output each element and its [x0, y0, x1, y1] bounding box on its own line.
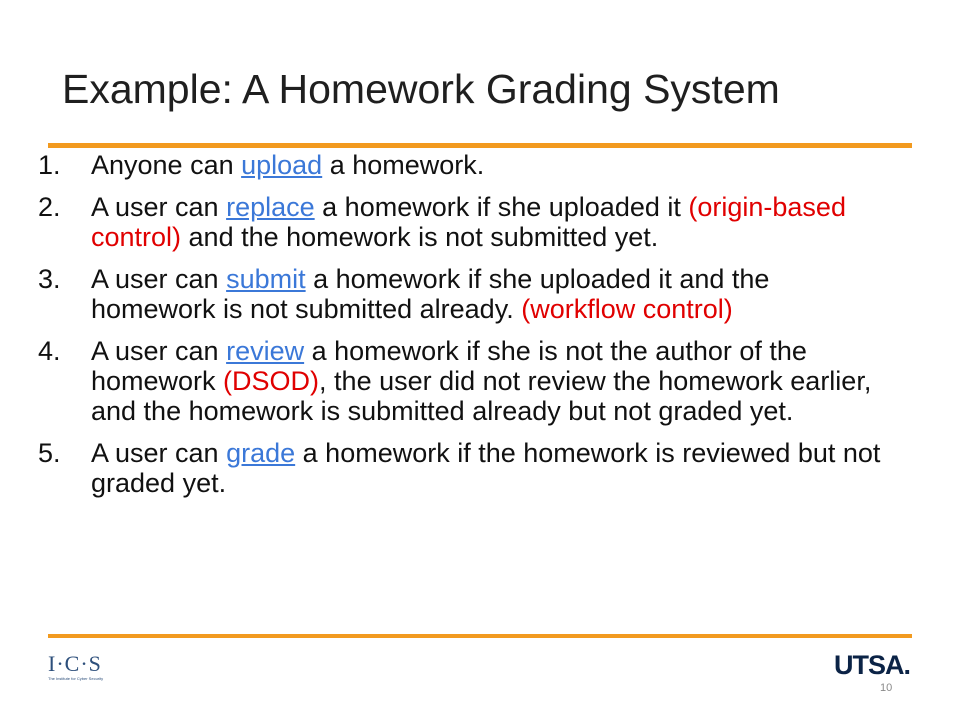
- action-link[interactable]: review: [226, 336, 305, 366]
- text-segment: , the user did not review the homework earlier, and the homework is submitted already but not graded yet.: [91, 366, 872, 426]
- list-item-text: [91, 264, 896, 324]
- text-segment: and the homework is not submitted yet.: [181, 222, 659, 252]
- text-segment: Anyone can: [91, 150, 242, 180]
- ics-logo-subtitle: The Institute for Cyber Security: [48, 676, 104, 681]
- list-item: [36, 150, 896, 180]
- control-type-note: (origin-based control): [91, 192, 846, 252]
- text-segment: A user can: [91, 438, 227, 468]
- action-link[interactable]: upload: [241, 150, 323, 180]
- list-item: [36, 264, 896, 324]
- control-type-note: (DSOD): [223, 366, 320, 396]
- numbered-list: [36, 150, 896, 510]
- text-segment: A user can: [91, 336, 227, 366]
- list-item: [36, 438, 896, 498]
- utsa-logo: [834, 651, 914, 679]
- list-item-text: [91, 150, 896, 180]
- list-item-text: [91, 438, 896, 498]
- action-link[interactable]: submit: [226, 264, 306, 294]
- text-segment: a homework.: [322, 150, 485, 180]
- list-item-text: [91, 192, 896, 252]
- text-segment: A user can: [91, 264, 227, 294]
- title-divider: [48, 143, 912, 148]
- list-item: [36, 192, 896, 252]
- list-item-number: 2.: [38, 192, 61, 222]
- text-segment: a homework if she is not the author of the homework: [91, 336, 807, 396]
- text-segment: a homework if she uploaded it: [314, 192, 689, 222]
- list-item-number: 1.: [38, 150, 61, 180]
- text-segment: A user can: [91, 192, 227, 222]
- list-item-number: 5.: [38, 438, 61, 468]
- text-segment: a homework if she uploaded it and the homework is not submitted already.: [91, 264, 770, 324]
- footer-divider: [48, 634, 912, 638]
- action-link[interactable]: grade: [226, 438, 296, 468]
- page-number: 10: [880, 682, 893, 694]
- list-item: [36, 336, 896, 426]
- ics-logo-letters: I·C·S: [48, 651, 102, 676]
- list-item-text: [91, 336, 896, 426]
- control-type-note: (workflow control): [521, 294, 733, 324]
- list-item-number: 3.: [38, 264, 61, 294]
- ics-logo: [48, 652, 110, 686]
- text-segment: a homework if the homework is reviewed but not graded yet.: [91, 438, 881, 498]
- utsa-logo-text: UTSA.: [834, 650, 910, 680]
- action-link[interactable]: replace: [226, 192, 315, 222]
- slide-title: Example: A Homework Grading System: [62, 66, 780, 112]
- list-item-number: 4.: [38, 336, 61, 366]
